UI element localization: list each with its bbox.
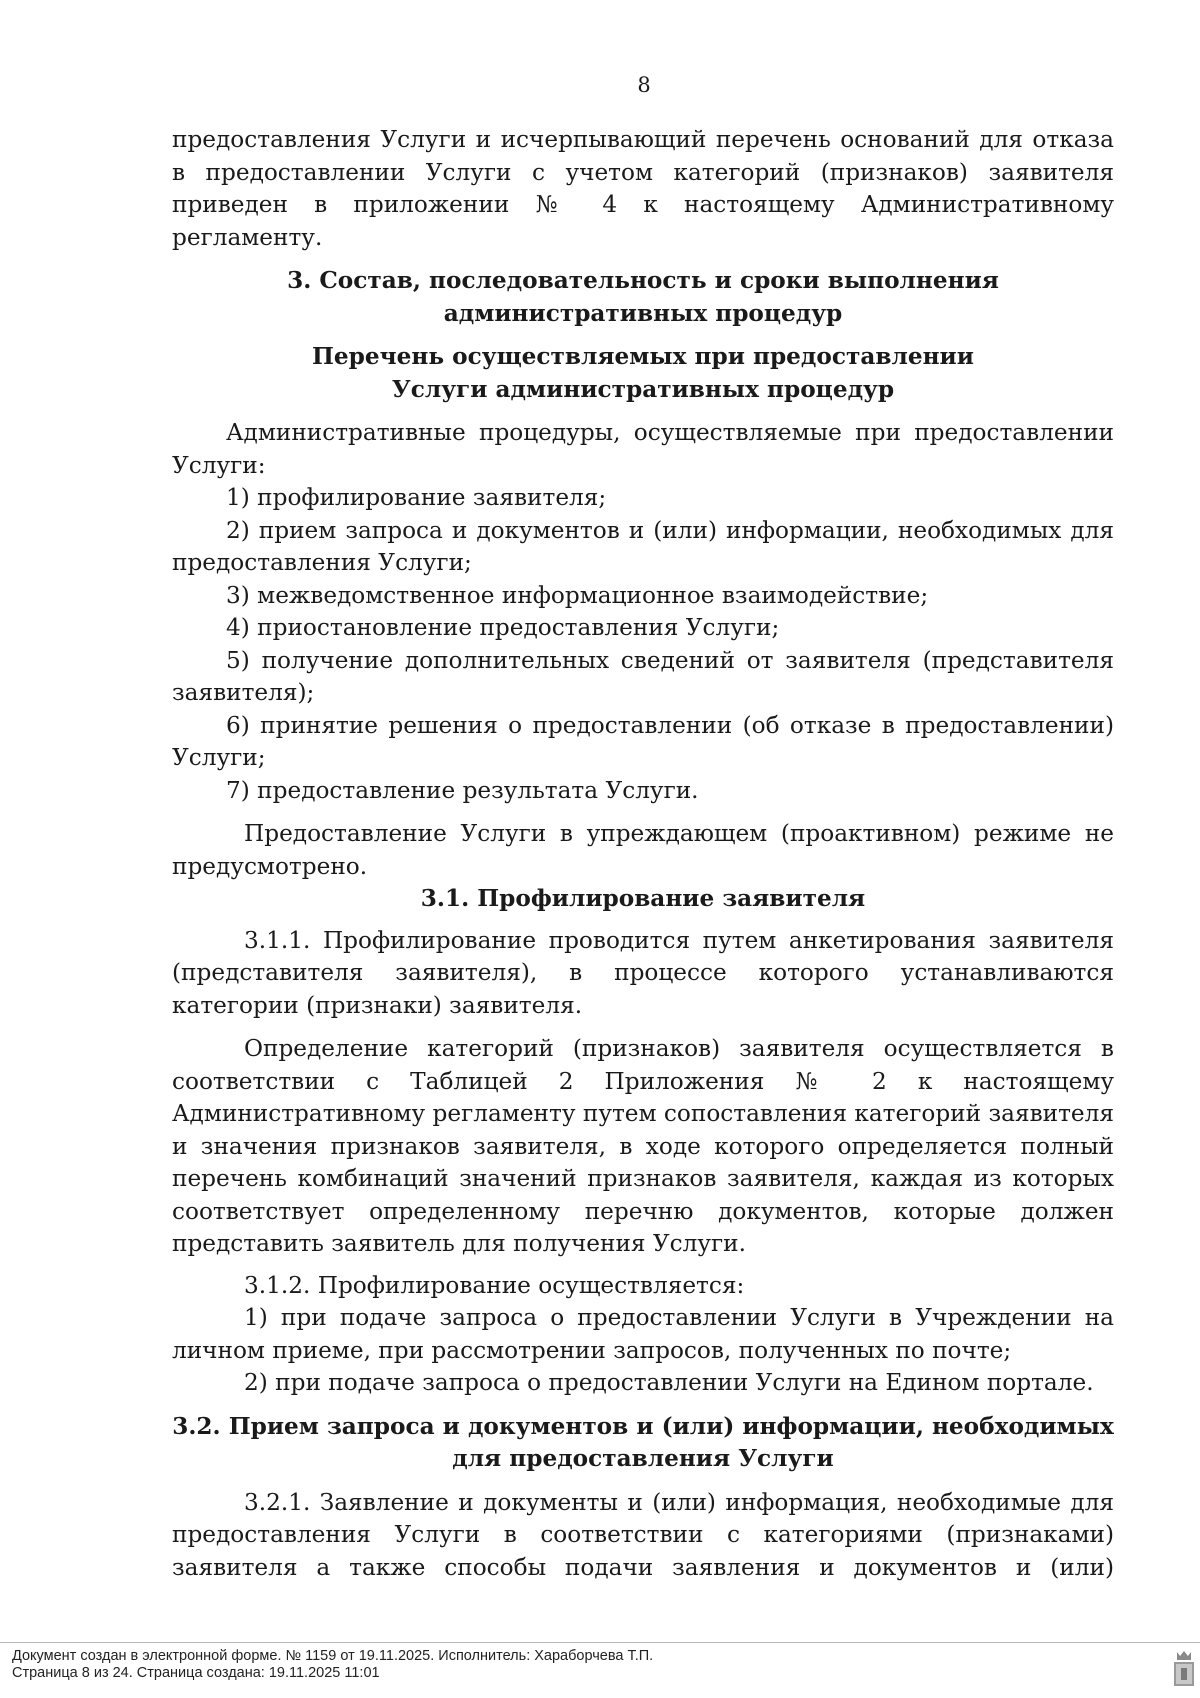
list-item: 1) профилирование заявителя; [226, 484, 607, 511]
footer-divider [0, 1642, 1200, 1643]
list-item: 2) при подаче запроса о предоставлении Услуги на Едином портале. [244, 1369, 1094, 1396]
list-item: 4) приостановление предоставления Услуги; [226, 614, 780, 641]
paragraph: Административные процедуры, осуществляемые при предоставлении Услуги: [172, 419, 1114, 479]
paragraph: предоставления Услуги и исчерпывающий перечень оснований для отказа в предоставлении Услуги с учетом категорий (признаков) заявителя приведен в приложении № 4 к настоящему Административному регламенту. [172, 126, 1114, 251]
subsection-heading: Перечень осуществляемых при предоставлении Услуги административных процедур [312, 343, 974, 403]
list-item: 2) прием запроса и документов и (или) информации, необходимых для предоставления Услуги; [172, 516, 1114, 576]
section-heading: 3. Состав, последовательность и сроки выполнения административных процедур [287, 267, 999, 327]
paragraph: 3.2.1. Заявление и документы и (или) информация, необходимые для предоставления Услуги в соответствии с категориями (признаками) заявителя а также способы подачи заявления и документов и (или) [172, 1488, 1114, 1581]
list-item: 6) принятие решения о предоставлении (об отказе в предоставлении) Услуги; [172, 711, 1114, 771]
footer-line-2: Страница 8 из 24. Страница создана: 19.11.2025 11:01 [12, 1665, 380, 1681]
paragraph: 3.1.2. Профилирование осуществляется: [244, 1271, 745, 1299]
paragraph: Определение категорий (признаков) заявителя осуществляется в соответствии с Таблицей 2 Приложения № 2 к настоящему Административному регламенту путем сопоставления категорий заявителя и значения признаков заявителя, в ходе которого определяется полный перечень комбинаций значений признаков заявителя, каждая из которых соответствует определенному перечню документов, которые должен представить заявитель для получения Услуги. [172, 1035, 1114, 1257]
document-body [172, 124, 1114, 1584]
list-item: 7) предоставление результата Услуги. [226, 776, 699, 804]
paragraph: 3.1.1. Профилирование проводится путем анкетирования заявителя (представителя заявителя), в процессе которого устанавливаются категории (признаки) заявителя. [172, 926, 1114, 1019]
paragraph: Предоставление Услуги в упреждающем (проактивном) режиме не предусмотрено. [172, 820, 1114, 880]
section-heading: 3.1. Профилирование заявителя [420, 885, 866, 912]
coat-of-arms-icon [1173, 1650, 1195, 1688]
document-footer [12, 1648, 653, 1682]
footer-line-1: Документ создан в электронной форме. № 1159 от 19.11.2025. Исполнитель: Хараборчева Т.П. [12, 1648, 654, 1664]
page-number: 8 [637, 73, 651, 97]
list-item: 5) получение дополнительных сведений от заявителя (представителя заявителя); [172, 646, 1114, 706]
list-item: 3) межведомственное информационное взаимодействие; [226, 581, 929, 609]
list-item: 1) при подаче запроса о предоставлении Услуги в Учреждении на личном приеме, при рассмотрении запросов, полученных по почте; [172, 1304, 1114, 1364]
section-heading: 3.2. Прием запроса и документов и (или) информации, необходимых для предоставления Услуги [172, 1412, 1114, 1472]
